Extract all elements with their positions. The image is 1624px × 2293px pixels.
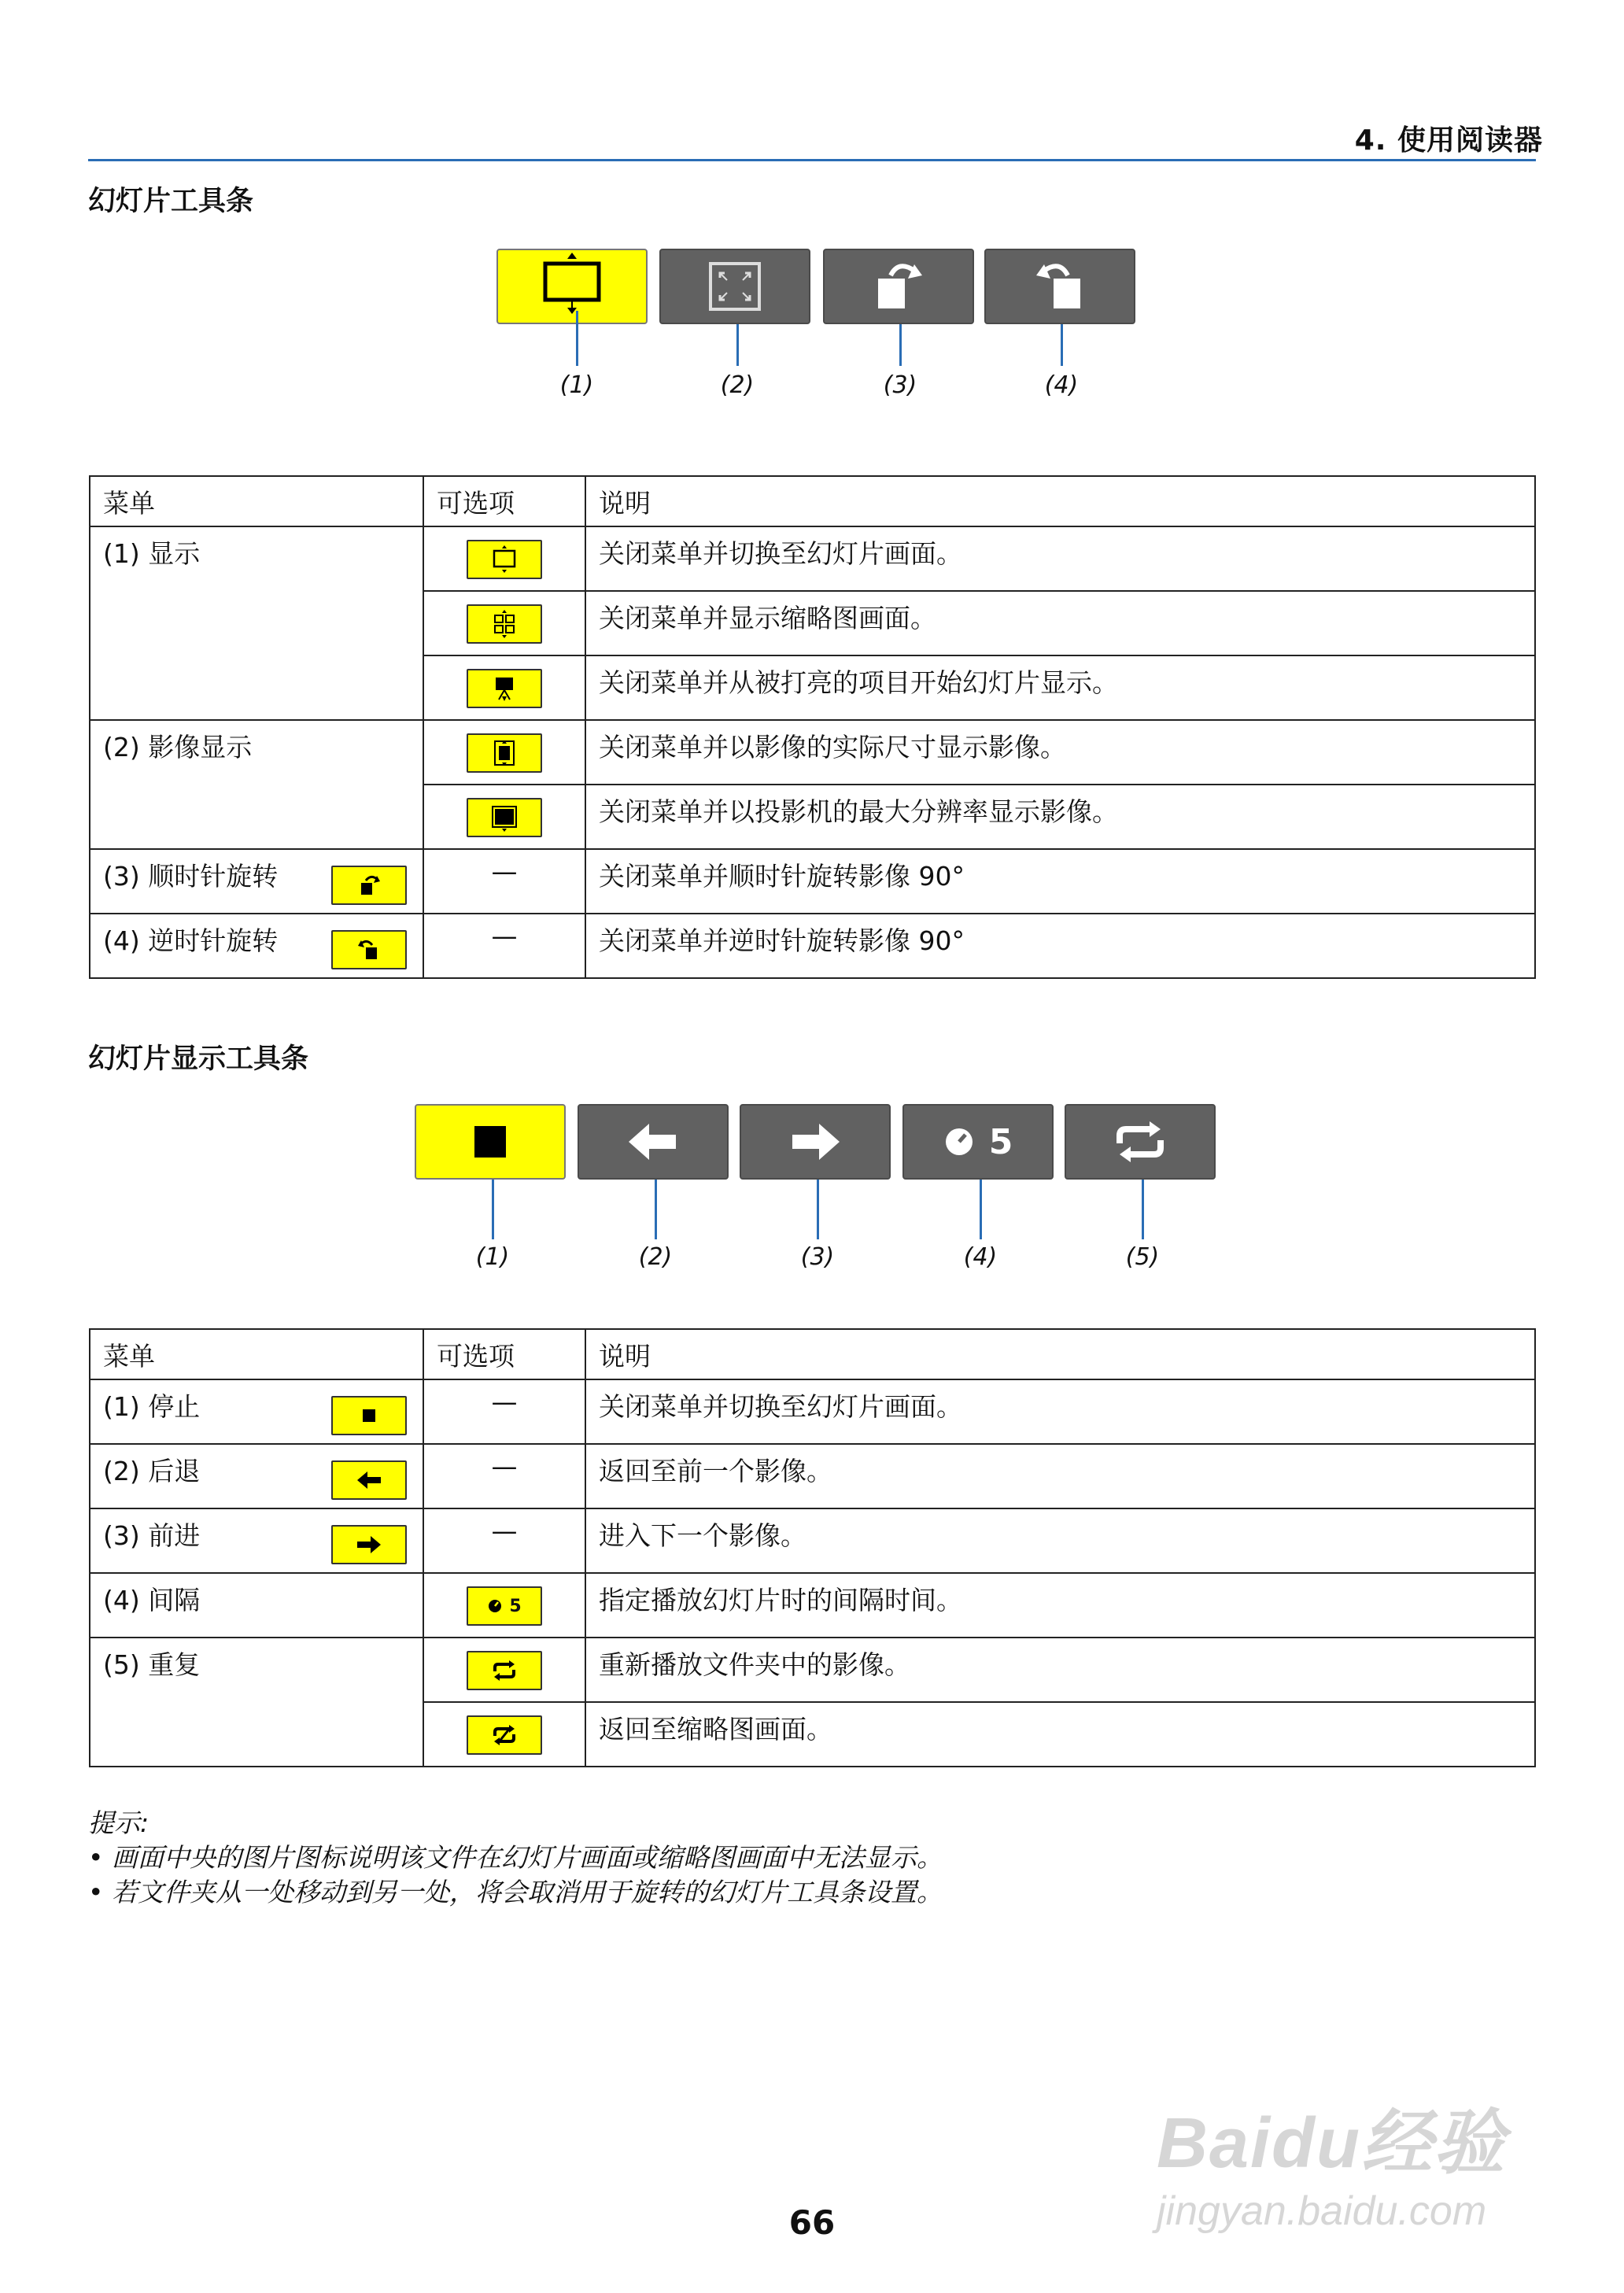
callout-line — [817, 1180, 819, 1239]
menu-label: (4) 逆时针旋转 — [103, 925, 279, 956]
callout-label: (5) — [1125, 1243, 1160, 1271]
description-cell: 关闭菜单并顺时针旋转影像 90° — [585, 849, 1535, 914]
option-cell: — — [423, 914, 585, 978]
description-cell: 重新播放文件夹中的影像。 — [585, 1638, 1535, 1702]
option-cell — [423, 720, 585, 785]
option-cell: — — [423, 1444, 585, 1508]
rotate-clockwise-icon — [867, 255, 930, 318]
option-cell — [423, 591, 585, 655]
rotate-counterclockwise-icon — [353, 936, 385, 964]
table-row — [90, 1508, 1535, 1573]
forward-menu-button[interactable] — [331, 1525, 407, 1564]
stop-icon — [473, 1124, 507, 1159]
start-slideshow-option-button[interactable] — [467, 669, 542, 708]
interval-option-button[interactable] — [467, 1586, 542, 1626]
description-cell: 返回至缩略图画面。 — [585, 1702, 1535, 1767]
menu-cell: (2) 影像显示 — [90, 720, 423, 849]
callout-label: (3) — [883, 371, 917, 399]
rotate-counterclockwise-button[interactable] — [984, 249, 1135, 324]
slideshow-option-button[interactable] — [467, 540, 542, 579]
column-header: 可选项 — [423, 476, 585, 526]
option-cell — [423, 785, 585, 849]
table-row — [90, 1638, 1535, 1702]
table-row — [90, 1444, 1535, 1508]
column-header: 菜单 — [90, 476, 423, 526]
menu-cell — [90, 1379, 423, 1444]
table-row — [90, 526, 1535, 591]
callout-label: (1) — [475, 1243, 510, 1271]
chapter-title: 4. 使用阅读器 — [1354, 124, 1543, 157]
arrow-right-icon — [356, 1534, 382, 1555]
stop-menu-button[interactable] — [331, 1396, 407, 1435]
callout-line — [1061, 324, 1063, 366]
menu-cell — [90, 849, 423, 914]
timer-icon — [487, 1598, 503, 1614]
rotate-clockwise-button[interactable] — [823, 249, 974, 324]
rotate-clockwise-icon — [353, 871, 385, 899]
column-header: 菜单 — [90, 1329, 423, 1379]
column-header: 可选项 — [423, 1329, 585, 1379]
description-cell: 关闭菜单并以影像的实际尺寸显示影像。 — [585, 720, 1535, 785]
column-header: 说明 — [585, 1329, 1535, 1379]
display-button[interactable] — [496, 249, 648, 324]
page-number: 66 — [788, 2203, 836, 2242]
note-item: • 若文件夹从一处移动到另一处，将会取消用于旋转的幻灯片工具条设置。 — [88, 1877, 943, 1907]
back-button[interactable] — [578, 1104, 729, 1180]
max-resolution-option-button[interactable] — [467, 798, 542, 837]
menu-cell: (4) 间隔 — [90, 1573, 423, 1638]
description-cell: 关闭菜单并以投影机的最大分辨率显示影像。 — [585, 785, 1535, 849]
table-header-row — [90, 1329, 1535, 1379]
table-row — [90, 1573, 1535, 1638]
description-cell: 关闭菜单并逆时针旋转影像 90° — [585, 914, 1535, 978]
table-row — [90, 849, 1535, 914]
header-rule — [88, 159, 1536, 161]
description-cell: 进入下一个影像。 — [585, 1508, 1535, 1573]
callout-line — [899, 324, 902, 366]
interval-value: 5 — [509, 1596, 522, 1616]
menu-cell — [90, 1444, 423, 1508]
slide-toolbar-table — [89, 475, 1536, 979]
menu-label: (1) 停止 — [103, 1391, 201, 1422]
return-thumbnail-option-button[interactable] — [467, 1715, 542, 1755]
menu-cell — [90, 1508, 423, 1573]
repeat-icon — [1109, 1120, 1172, 1164]
callout-line — [576, 311, 578, 366]
description-cell: 关闭菜单并从被打亮的项目开始幻灯片显示。 — [585, 655, 1535, 720]
notes — [88, 1806, 943, 1910]
fit-screen-icon — [707, 260, 762, 312]
notes-title: 提示: — [88, 1807, 149, 1838]
menu-cell — [90, 914, 423, 978]
callout-label: (4) — [963, 1243, 998, 1271]
description-cell: 关闭菜单并显示缩略图画面。 — [585, 591, 1535, 655]
callout-line — [980, 1180, 982, 1239]
timer-icon — [943, 1126, 975, 1158]
repeat-option-button[interactable] — [467, 1651, 542, 1690]
interval-value: 5 — [988, 1121, 1013, 1162]
option-cell: — — [423, 1508, 585, 1573]
option-cell — [423, 526, 585, 591]
menu-label: (3) 前进 — [103, 1520, 201, 1551]
description-cell: 返回至前一个影像。 — [585, 1444, 1535, 1508]
callout-line — [1142, 1180, 1144, 1239]
menu-label: (3) 顺时针旋转 — [103, 861, 279, 892]
thumbnail-option-button[interactable] — [467, 604, 542, 644]
callout-line — [655, 1180, 657, 1239]
option-cell: — — [423, 849, 585, 914]
section-title-slideshow-toolbar: 幻灯片显示工具条 — [88, 1043, 309, 1075]
callout-label: (4) — [1044, 371, 1079, 399]
stop-button[interactable] — [415, 1104, 566, 1180]
note-item: • 画面中央的图片图标说明该文件在幻灯片画面或缩略图画面中无法显示。 — [88, 1842, 943, 1873]
watermark — [1157, 2085, 1506, 2235]
section-title-slide-toolbar: 幻灯片工具条 — [88, 186, 254, 217]
repeat-return-icon — [489, 1723, 520, 1748]
interval-button[interactable] — [902, 1104, 1054, 1180]
option-cell: — — [423, 1379, 585, 1444]
option-cell — [423, 1638, 585, 1702]
menu-label: (2) 后退 — [103, 1456, 201, 1486]
thumbnail-grid-icon — [485, 608, 524, 640]
watermark-url: jingyan.baidu.com — [1157, 2188, 1487, 2234]
rotate-counterclockwise-menu-button[interactable] — [331, 930, 407, 969]
arrow-right-icon — [789, 1122, 841, 1161]
repeat-icon — [489, 1659, 520, 1682]
back-menu-button[interactable] — [331, 1460, 407, 1500]
actual-size-option-button[interactable] — [467, 733, 542, 773]
watermark-brand: Baidu经验 — [1157, 2104, 1507, 2183]
slideshow-toolbar-table — [89, 1328, 1536, 1767]
description-cell: 关闭菜单并切换至幻灯片画面。 — [585, 526, 1535, 591]
description-cell: 关闭菜单并切换至幻灯片画面。 — [585, 1379, 1535, 1444]
menu-cell: (5) 重复 — [90, 1638, 423, 1767]
table-row — [90, 720, 1535, 785]
arrow-left-icon — [627, 1122, 679, 1161]
forward-button[interactable] — [740, 1104, 891, 1180]
callout-label: (2) — [720, 371, 755, 399]
max-resolution-icon — [485, 802, 524, 833]
repeat-button[interactable] — [1065, 1104, 1216, 1180]
callout-label: (3) — [800, 1243, 835, 1271]
menu-cell: (1) 显示 — [90, 526, 423, 720]
callout-line — [492, 1180, 494, 1239]
rotate-counterclockwise-icon — [1028, 255, 1091, 318]
actual-size-icon — [485, 737, 524, 769]
option-cell — [423, 655, 585, 720]
callout-label: (2) — [638, 1243, 673, 1271]
table-header-row — [90, 476, 1535, 526]
screen-frame-icon — [485, 544, 524, 575]
option-cell — [423, 1573, 585, 1638]
option-cell — [423, 1702, 585, 1767]
callout-label: (1) — [559, 371, 594, 399]
rotate-clockwise-menu-button[interactable] — [331, 866, 407, 905]
image-display-button[interactable] — [659, 249, 810, 324]
arrow-left-icon — [356, 1470, 382, 1490]
stop-icon — [360, 1406, 378, 1425]
projector-screen-icon — [485, 673, 524, 704]
table-row — [90, 914, 1535, 978]
callout-line — [736, 324, 739, 366]
description-cell: 指定播放幻灯片时的间隔时间。 — [585, 1573, 1535, 1638]
table-row — [90, 1379, 1535, 1444]
column-header: 说明 — [585, 476, 1535, 526]
screen-frame-icon — [533, 251, 611, 322]
